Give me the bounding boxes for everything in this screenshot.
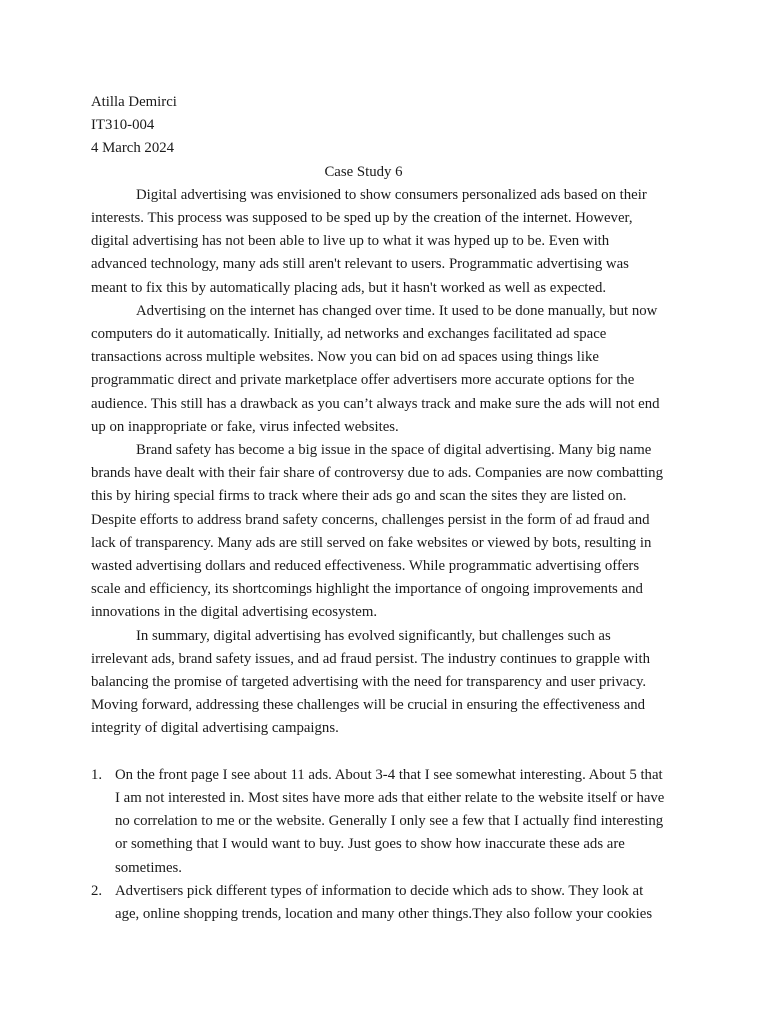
author-name: Atilla Demirci: [91, 94, 177, 110]
list-item-line: or something that I would want to buy. Just goes to show how inaccurate these ads are: [115, 836, 625, 853]
paragraph-line: computers do it automatically. Initially, ad networks and exchanges facilitated ad space: [91, 326, 607, 343]
paragraph-1: [91, 184, 658, 300]
paragraph-line: Digital advertising was envisioned to show consumers personalized ads based on their: [136, 186, 647, 203]
paragraph-line: wasted advertising dollars and reduced effectiveness. While programmatic advertising offers: [91, 558, 640, 575]
paragraph-line: up on inappropriate or fake, virus infected websites.: [91, 418, 399, 435]
paragraph-3: [91, 439, 663, 625]
list-item-2: [91, 880, 658, 926]
paragraph-line: innovations in the digital advertising ecosystem.: [91, 604, 378, 621]
paragraph-line: Moving forward, addressing these challenges will be crucial in ensuring the effectiveness and: [91, 697, 646, 714]
paragraph-4: [91, 625, 658, 741]
paragraph-line: In summary, digital advertising has evolved significantly, but challenges such as: [136, 627, 611, 644]
document-body: [91, 91, 665, 926]
blank-line: [91, 741, 658, 764]
paragraph-line: meant to fix this by automatically placing ads, but it hasn't worked as well as expected.: [91, 279, 607, 296]
paragraph-line: Despite efforts to address brand safety concerns, challenges persist in the form of ad fraud and: [91, 511, 650, 528]
paragraph-line: audience. This still has a drawback as you can’t always track and make sure the ads will not end: [91, 395, 660, 412]
course-code: IT310-004: [91, 117, 155, 134]
list-item-line: no correlation to me or the website. Generally I only see a few that I actually find interesting: [115, 813, 664, 830]
paragraph-2: [91, 300, 658, 439]
list-item-line: I am not interested in. Most sites have more ads that either relate to the website itself or have: [115, 790, 665, 807]
list-item-line: sometimes.: [115, 859, 182, 876]
paragraph-line: balancing the promise of targeted advertising with the need for transparency and user privacy.: [91, 674, 647, 691]
list-number: 1.: [91, 766, 103, 783]
document-date: 4 March 2024: [91, 140, 175, 157]
paragraph-line: lack of transparency. Many ads are still served on fake websites or viewed by bots, resulting in: [91, 534, 652, 551]
paragraph-line: digital advertising has not been able to live up to what it was hyped up to be. Even with: [91, 233, 610, 250]
list-item-line: Advertisers pick different types of information to decide which ads to show. They look at: [115, 882, 644, 899]
list-item-line: age, online shopping trends, location and many other things.They also follow your cookies: [115, 906, 653, 923]
paragraph-line: brands have dealt with their fair share of controversy due to ads. Companies are now combatting: [91, 465, 663, 482]
paragraph-line: this by hiring special firms to track where their ads go and scan the sites they are listed on.: [91, 488, 627, 505]
paragraph-line: Brand safety has become a big issue in the space of digital advertising. Many big name: [136, 442, 652, 459]
paragraph-line: scale and efficiency, its shortcomings highlight the importance of ongoing improvements and: [91, 581, 643, 598]
list-item-line: On the front page I see about 11 ads. About 3-4 that I see somewhat interesting. About 5 that: [115, 766, 663, 783]
paragraph-line: advanced technology, many ads still aren't relevant to users. Programmatic advertising was: [91, 256, 629, 273]
paragraph-line: irrelevant ads, brand safety issues, and ad fraud persist. The industry continues to grapple with: [91, 650, 650, 667]
paragraph-line: interests. This process was supposed to be sped up by the creation of the internet. However,: [91, 210, 633, 227]
paragraph-line: transactions across multiple websites. Now you can bid on ad spaces using things like: [91, 349, 599, 366]
list-item-1: [91, 764, 665, 880]
list-number: 2.: [91, 882, 103, 899]
document-title: Case Study 6: [324, 163, 403, 180]
paragraph-line: programmatic direct and private marketplace offer advertisers more accurate options for the: [91, 372, 635, 389]
paragraph-line: integrity of digital advertising campaigns.: [91, 720, 339, 737]
paragraph-line: Advertising on the internet has changed over time. It used to be done manually, but now: [136, 302, 658, 319]
